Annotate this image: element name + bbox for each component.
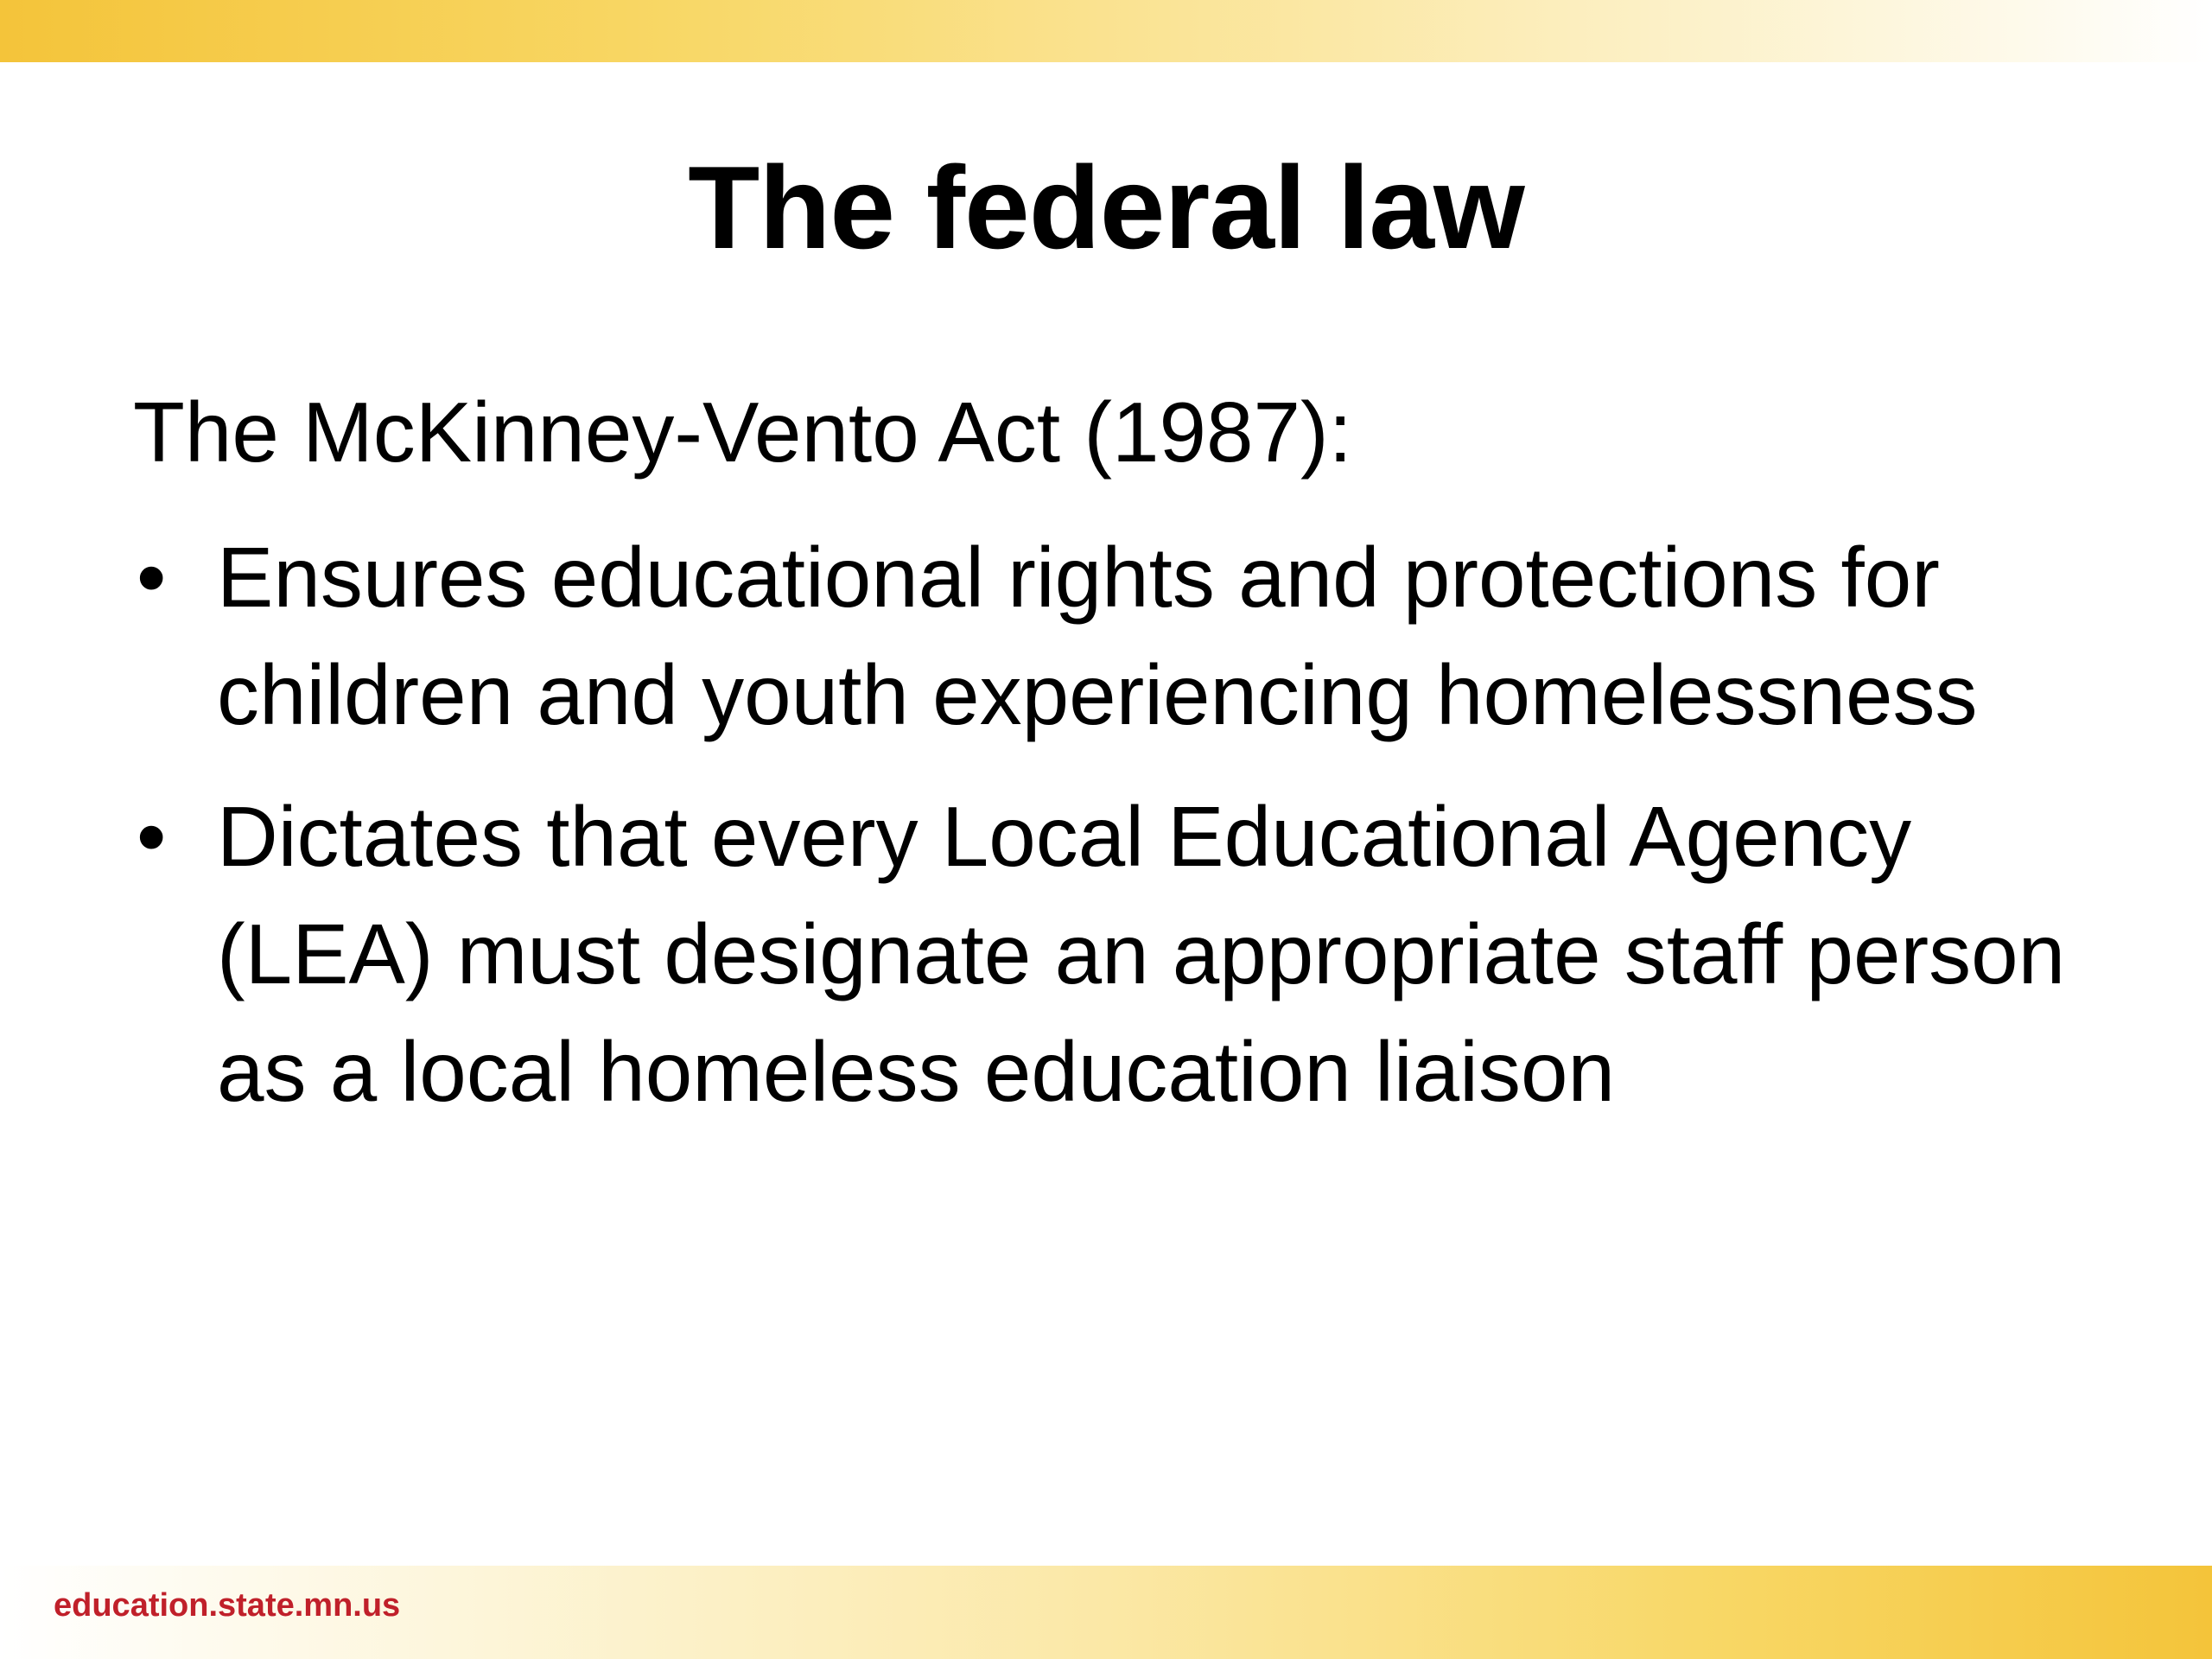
slide-title: The federal law: [688, 142, 1524, 273]
bullet-icon: •: [137, 789, 167, 884]
intro-line: The McKinney-Vento Act (1987):: [133, 385, 1352, 480]
bullet-item: [133, 778, 2120, 1130]
bullet-list: [133, 518, 2120, 1130]
bullet-icon: •: [137, 530, 167, 625]
top-gold-band: [0, 0, 2212, 62]
bullet-text: Dictates that every Local Educational Agency (LEA) must designate an appropriate staff person as a local homeless education liaison: [217, 789, 2066, 1119]
bullet-text: Ensures educational rights and protections for children and youth experiencing homelessness: [217, 530, 1978, 742]
footer-url[interactable]: education.state.mn.us: [54, 1587, 401, 1624]
slide-body: [133, 380, 2120, 1154]
bullet-item: [133, 518, 2120, 753]
